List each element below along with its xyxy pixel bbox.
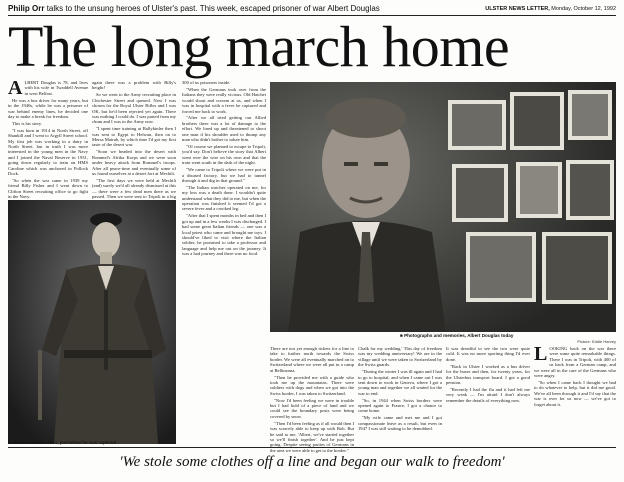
article-paragraph: "Now I'd been feeling we were in trouble but I had hold of a piece of land and we could see the boundary posts were being covered by snow. [270,397,354,419]
article-paragraph: "During the winter I was ill again and I had to go to hospital, and when I came out I was sent down to work in Geneva, where I got a young man and together we all waited for the war to end. [358,369,442,396]
article-paragraph: Chalk for my wedding.' This day of freedom was my wedding anniversary! We are in the village until we were taken to Switzerland by the Swiss guards. [358,346,442,368]
article-column-5 [270,346,354,453]
masthead-date: Monday, October 12, 1992 [551,6,616,12]
article-paragraph: LOOKING back on the war there were some quite remarkable things. There I was in Tripoli, with 400 of us back from a German camp, and we were all in the care of the Germans who were angry. [534,343,616,379]
drop-cap: A [8,77,23,99]
article-paragraph: This is his story. [12,120,43,126]
article-paragraph: It was dreadful to see the two were quite cold. It was no more sporting thing I'd ever done. [446,346,530,362]
article-paragraph: "So when the war came in 1939 my friend Billy Fisher and I went down to Clifton Street recruiting office to go fight in the Navy. [8,177,88,200]
article-paragraph: "Soon we headed into the desert with Rommel's Afrika Korps and we were soon under heavy attack from Rommel's troops. After all peace-time and eventually some of us found ourselves at a desert fort at Mechili. [92,149,176,176]
article-paragraph: "Back in Ulster I worked as a bus driver for the buses and then, for twenty years, for the Ulsterbus transport board. I got a good pension. [446,363,530,385]
byline: Philip Orr [8,4,45,13]
article-paragraph: "Recently I had the flu and it had left me very weak — I'm afraid I don't always remember the details of everything now. [446,386,530,403]
article-paragraph: "I spent time training at Ballykinler then I was sent to Egypt to Helwan, then on to Mersa Matruh, by which time I'd got my first taste of the desert war. [92,126,176,148]
masthead-paper: ULSTER NEWS LETTER, [485,6,550,12]
article-paragraph: "The first days we were held at Mechili (and) surely we'd all already dismissed at this — there were a few dead men there as we passed. Then we were sent to Tripoli in a big [92,177,176,200]
photo-albert-cairo [8,200,176,444]
article-paragraph: "So, in 1944 when Swiss borders were opened again to France, I got a chance to come home. [358,397,442,414]
photo-albert-today [270,82,616,332]
article-paragraph: There are not yet enough tickets for a line to take to further north towards the Swiss border. We were all eventually marched on to Switzerland where we were all put in a camp at Bellinzona. [270,346,354,373]
article-paragraph: ALBERT Douglas is 78, and lives with his wife in Twaddell Avenue in west Belfast. [8,77,88,99]
article-paragraph: "When the Germans took over from the Italians they were really vicious. Old Hatchet would shout and scream at us, and when I was in hospital with a fever he captured and forced me back to work. [182,86,266,114]
article-paragraph: "We came to Tripoli where we were put in a disused factory, but we had to tunnel through it and dig in that ground." [182,167,266,183]
portrait-man-with-photographs-image [270,82,616,332]
article-paragraph: He was a bus driver for many years, but in the 1940s, while he was a prisoner of war behind enemy lines, he decided one day to make a break for freedom. [8,97,88,119]
article-paragraph: 300 of us prisoners inside. [182,80,231,85]
article-column-6 [358,346,442,442]
caption-right-photo: ■ Photographs and memories, Albert Douglas today [400,333,514,338]
kicker-text [8,4,380,14]
article-column-1 [8,77,88,200]
article-column-8 [534,343,616,442]
portrait-soldier-image [8,200,176,444]
article-column-7 [446,346,530,442]
photo-credit: Picture: Eddie Harvey [577,339,616,344]
article-paragraph: "The Italian watches operated on me, for my loss was a death done. I wouldn't quite understand what they did to me, but when the operation was finished it seemed I'd got a severe fever and a crooked leg. [182,184,266,212]
article-column-3 [182,80,266,442]
article-paragraph: "I was born in 1914 in North Street, off Shankill and I went to Argyll Street school. My first job was working in a dairy in North Street, but in truth I was more interested in the young men in the Navy and I joined the Naval Reserve in 1931, going down regularly to train on HMS Caroline which was anchored in Pollock Dock. [8,127,88,176]
article-paragraph: "Of course we planned to escape to Tripoli, you'd say. Don't believe the story that Albert went over the wire on his own and that the train went south in the dark of the night. [182,143,266,166]
article-paragraph: "So when I came back I thought we had to do whatever to help, but it did me good. We've all been through it and I'd say that the war is over for us now — we've got to forget about it. [534,379,616,407]
kicker-standfirst: talks to the unsung heroes of Ulster's past. This week, escaped prisoner of war Albert Douglas [46,4,380,13]
article-paragraph: "My wife came and met me and I got compassionate leave as a result, but even in 1947 I was still waiting to be demobbed. [358,415,442,432]
article-paragraph: "After that I spent months in bed and then I got up and in a few weeks I was discharged. I had some great Italian friends — one was a local priest who came and brought me toys. I should've liked to visit where the Italian soldier, he promised to take a professor and language and help me out on the journey. It was a bad journey and there was no food. [182,213,266,257]
article-paragraph: "After we all tried getting our Allied brothers there was a lot of damage to the effort. We lined up and threatened to shoot one man if his shoulder used to thump any man who didn't bother to salute him. [182,115,266,143]
caption-left-photo: ■ Albert in Cairo in 1941, just before he was captured [8,440,117,445]
headline: The long march home [8,14,510,79]
article-paragraph: again there was a problem with Billy's height! [92,80,176,91]
article-column-2 [92,80,176,198]
pull-quote: 'We stole some clothes off a line and began our walk to freedom' [119,454,505,470]
drop-cap: L [534,343,548,365]
article-paragraph: "Then I'd been feeling as if all would then I was scarcely able to keep up with Bob. But he said to me, 'Albert, we've started together so we'll finish together'. And he just kept going. Despite seeing parties of Germans in the area we were able to get to the border." [270,420,354,453]
article-paragraph: "Then he provided me with a guide who took me up the mountains. There were soldiers with dogs and when we got into the Swiss border, I was taken to Switzerland. [270,374,354,396]
pullquote-rule [8,447,616,448]
article-paragraph: So we went to the Army recruiting place in Chichester Street and queued. Now I was chosen for the Royal Ulster Rifles and I was OK, but he'd been rejected yet again. There was nothing I could do. I was parted from my chum and I was in the Army now. [92,92,176,125]
masthead [485,5,616,13]
